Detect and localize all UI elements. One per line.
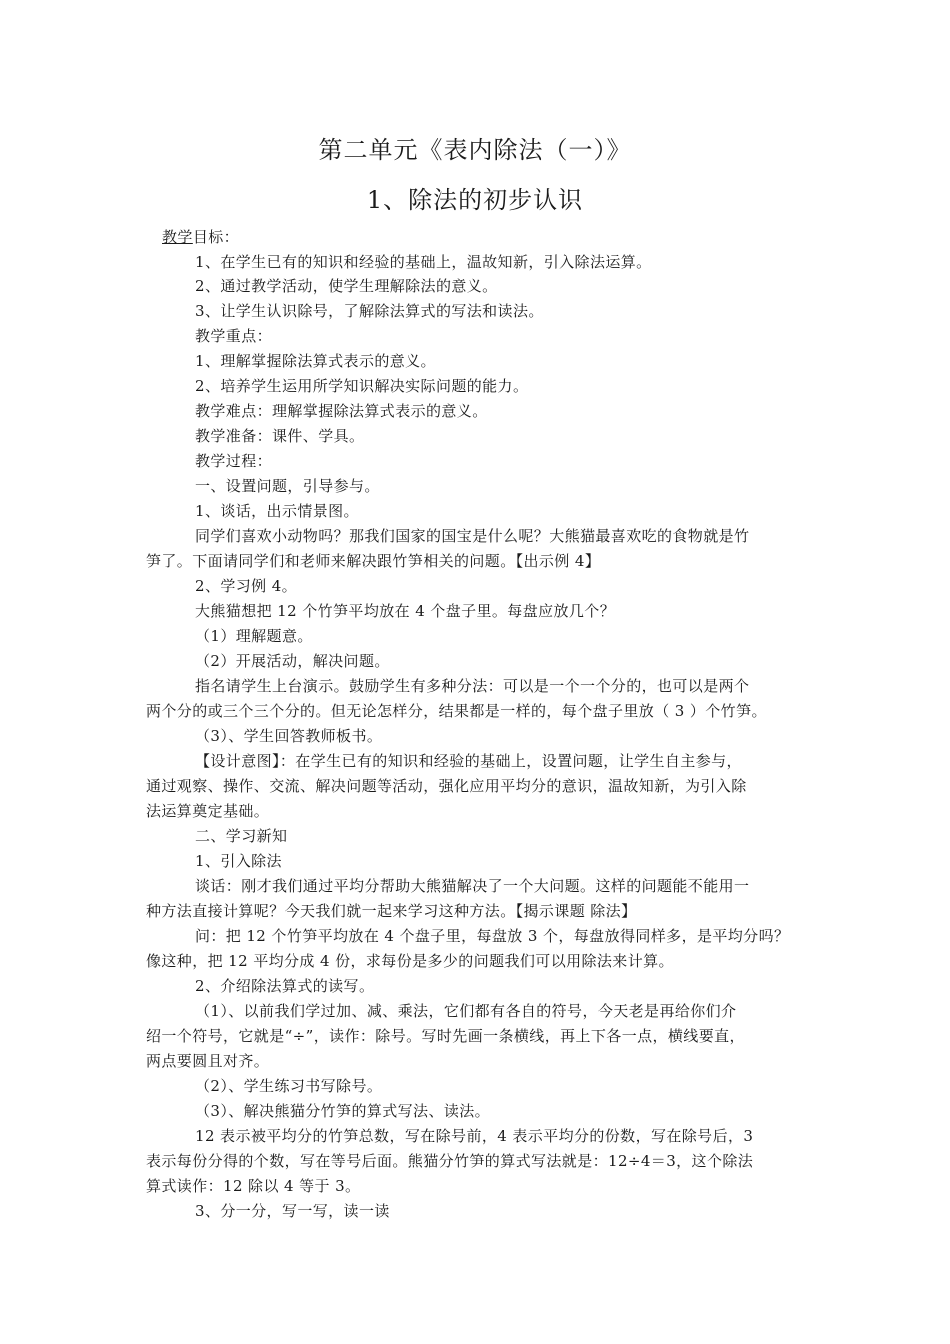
step-2-2: 2、介绍除法算式的读写。 [195,977,375,995]
objectives-heading [162,225,239,249]
step-1-1: 1、谈话，出示情景图。 [195,502,359,520]
objective-1: 1、在学生已有的知识和经验的基础上，温故知新，引入除法运算。 [195,253,652,271]
step-2-3: 3、分一分，写一写，读一读 [195,1202,390,1220]
sub-step: （2）、学生练习书写除号。 [195,1077,383,1095]
step-1-2: 2、学习例 4。 [195,577,298,595]
sub-step: （2）开展活动，解决问题。 [195,652,390,670]
paragraph-line: 指名请学生上台演示。鼓励学生有多种分法：可以是一个一个分的，也可以是两个 [195,677,750,695]
paragraph-line: 同学们喜欢小动物吗？那我们国家的国宝是什么呢？大熊猫最喜欢吃的食物就是竹 [195,527,750,545]
section-1-heading: 一、设置问题，引导参与。 [195,477,380,495]
paragraph-line: 12 表示被平均分的竹笋总数，写在除号前，4 表示平均分的份数，写在除号后，3 [195,1127,754,1145]
sub-step: （3）、学生回答教师板书。 [195,727,383,745]
example-problem: 大熊猫想把 12 个竹笋平均放在 4 个盘子里。每盘应放几个？ [195,602,616,620]
objective-2: 2、通过教学活动，使学生理解除法的意义。 [195,277,498,295]
design-intent-line: 通过观察、操作、交流、解决问题等活动，强化应用平均分的意识，温故知新，为引入除 [146,777,747,795]
paragraph-line: 绍一个符号，它就是“÷”，读作：除号。写时先画一条横线，再上下各一点，横线要直， [146,1027,745,1045]
preparation-line: 教学准备：课件、学具。 [195,427,365,445]
process-heading: 教学过程： [195,452,273,470]
paragraph-line: 两点要圆且对齐。 [146,1052,270,1070]
paragraph-line: 像这种，把 12 平均分成 4 份，求每份是多少的问题我们可以用除法来计算。 [146,952,674,970]
difficulty-line: 教学难点：理解掌握除法算式表示的意义。 [195,402,488,420]
paragraph-line: 笋了。下面请同学们和老师来解决跟竹笋相关的问题。【出示例 4】 [146,552,601,570]
section-2-heading: 二、学习新知 [195,827,288,845]
paragraph-line: 种方法直接计算呢？今天我们就一起来学习这种方法。【揭示课题 除法】 [146,902,637,920]
design-intent-line: 法运算奠定基础。 [146,802,270,820]
objectives-heading-underlined: 教学 [162,228,193,246]
design-intent-line: 【设计意图】：在学生已有的知识和经验的基础上，设置问题，让学生自主参与， [195,752,742,770]
step-2-1: 1、引入除法 [195,852,282,870]
paragraph-line: （1）、以前我们学过加、减、乘法，它们都有各自的符号，今天老是再给你们介 [195,1002,737,1020]
paragraph-line: 谈话：刚才我们通过平均分帮助大熊猫解决了一个大问题。这样的问题能不能用一 [195,877,750,895]
key-point-1: 1、理解掌握除法算式表示的意义。 [195,352,436,370]
sub-step: （1）理解题意。 [195,627,313,645]
key-points-heading: 教学重点： [195,327,273,345]
paragraph-line: 问：把 12 个竹笋平均放在 4 个盘子里，每盘放 3 个，每盘放得同样多，是平均分吗？ [195,927,790,945]
paragraph-line: 两个分的或三个三个分的。但无论怎样分，结果都是一样的，每个盘子里放（ 3 ）个竹笋。 [146,702,767,720]
lesson-title: 1、除法的初步认识 [366,186,584,214]
key-point-2: 2、培养学生运用所学知识解决实际问题的能力。 [195,377,529,395]
objective-3: 3、让学生认识除号，了解除法算式的写法和读法。 [195,302,544,320]
sub-step: （3）、解决熊猫分竹笋的算式写法、读法。 [195,1102,491,1120]
objectives-heading-rest: 目标： [192,228,240,246]
paragraph-line: 算式读作：12 除以 4 等于 3。 [146,1177,361,1195]
unit-title: 第二单元《表内除法（一）》 [318,136,632,164]
paragraph-line: 表示每份分得的个数，写在等号后面。熊猫分竹笋的算式写法就是：12÷4＝3，这个除法 [146,1152,754,1170]
